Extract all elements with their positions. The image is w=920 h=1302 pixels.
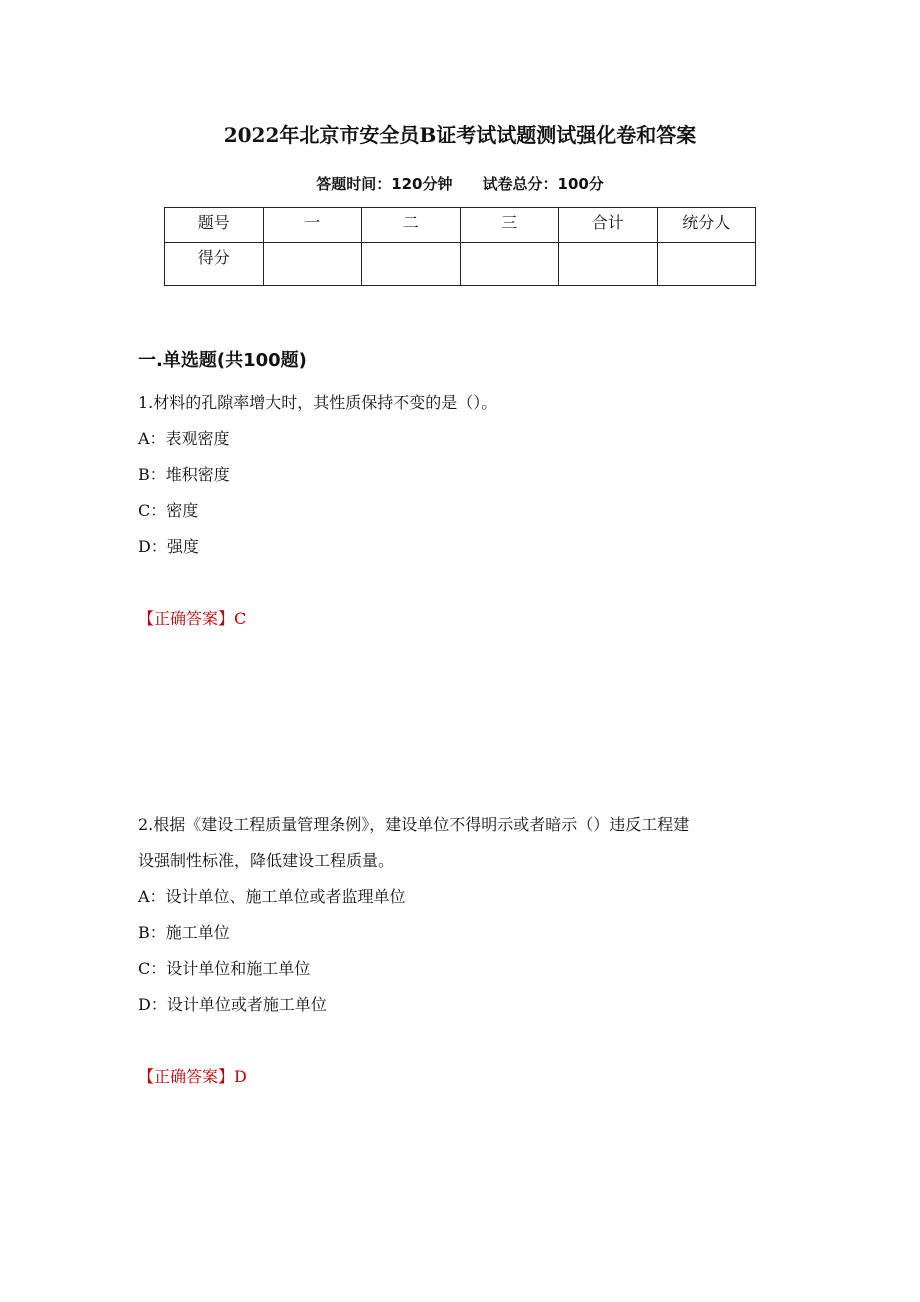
section-title: 一.单选题(共100题) [138,350,307,371]
question-1-answer: 【正确答案】C [138,609,247,628]
option-a: A：表观密度 [138,429,230,448]
option-c: C：设计单位和施工单位 [138,959,311,978]
score-row-label: 得分 [165,243,264,286]
score-table-header-cell: 合计 [559,208,658,243]
score-cell-empty[interactable] [657,243,756,286]
score-table-header-cell: 一 [263,208,362,243]
option-a: A：设计单位、施工单位或者监理单位 [138,887,406,906]
exam-info [0,173,920,195]
option-c: C：密度 [138,501,199,520]
question-2 [138,807,788,1023]
score-cell-empty[interactable] [559,243,658,286]
question-stem-continued: 设强制性标准，降低建设工程质量。 [138,851,395,870]
question-1 [138,385,788,565]
score-cell-empty[interactable] [460,243,559,286]
document-title: 2022年北京市安全员B证考试试题测试强化卷和答案 [223,123,697,147]
question-2-answer: 【正确答案】D [138,1067,247,1086]
option-d: D：设计单位或者施工单位 [138,995,327,1014]
score-table-header-cell: 三 [460,208,559,243]
score-table-header-row [165,208,756,243]
score-table-header-cell: 统分人 [657,208,756,243]
option-d: D：强度 [138,537,199,556]
score-table-score-row [165,243,756,286]
exam-total-score: 试卷总分：100分 [482,175,604,193]
score-table [164,207,756,286]
score-cell-empty[interactable] [263,243,362,286]
score-cell-empty[interactable] [362,243,461,286]
score-table-header-cell: 二 [362,208,461,243]
question-stem: 1.材料的孔隙率增大时，其性质保持不变的是（）。 [138,393,498,412]
option-b: B：堆积密度 [138,465,230,484]
question-stem: 2.根据《建设工程质量管理条例》，建设单位不得明示或者暗示（）违反工程建 [138,815,690,834]
option-b: B：施工单位 [138,923,230,942]
score-table-header-cell: 题号 [165,208,264,243]
exam-time: 答题时间：120分钟 [316,175,453,193]
